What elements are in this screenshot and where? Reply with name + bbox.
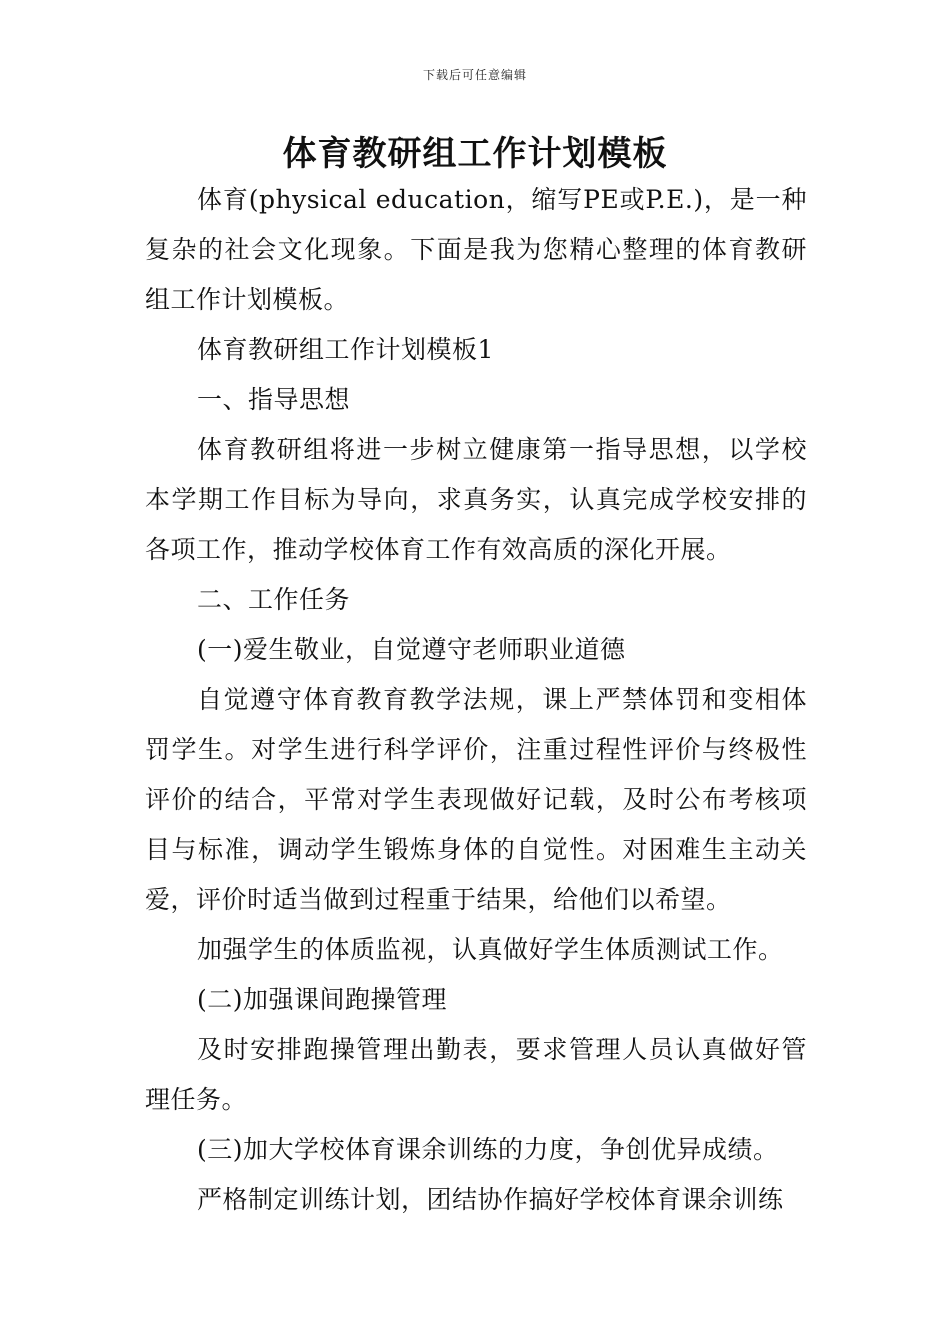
section-heading-2: 二、工作任务 [197,585,351,614]
subtitle-paragraph: 体育教研组工作计划模板1 [197,335,494,364]
body-paragraph: 加强学生的体质监视，认真做好学生体质测试工作。 [197,935,784,964]
subsection-heading-3: (三)加大学校体育课余训练的力度，争创优异成绩。 [197,1135,779,1164]
header-note: 下载后可任意编辑 [422,68,527,82]
document-title: 体育教研组工作计划模板 [282,134,668,174]
body-paragraph: 及时安排跑操管理出勤表，要求管理人员认真做好管理任务。 [145,1035,807,1114]
intro-paragraph: 体育(physical education，缩写PE或P.E.)，是一种复杂的社会文化现象。下面是我为您精心整理的体育教研组工作计划模板。 [145,185,807,314]
subsection-heading-1: (一)爱生敬业，自觉遵守老师职业道德 [197,635,626,664]
body-paragraph: 自觉遵守体育教育教学法规，课上严禁体罚和变相体罚学生。对学生进行科学评价，注重过程性评价与终极性评价的结合，平常对学生表现做好记载，及时公布考核项目与标准，调动学生锻炼身体的自觉性。对困难生主动关爱，评价时适当做到过程重于结果，给他们以希望。 [145,685,807,914]
body-paragraph: 体育教研组将进一步树立健康第一指导思想，以学校本学期工作目标为导向，求真务实，认真完成学校安排的各项工作，推动学校体育工作有效高质的深化开展。 [145,435,807,564]
document-body [145,175,807,1225]
section-heading-1: 一、指导思想 [197,385,351,414]
body-paragraph: 严格制定训练计划，团结协作搞好学校体育课余训练 [197,1185,784,1214]
subsection-heading-2: (二)加强课间跑操管理 [197,985,448,1014]
